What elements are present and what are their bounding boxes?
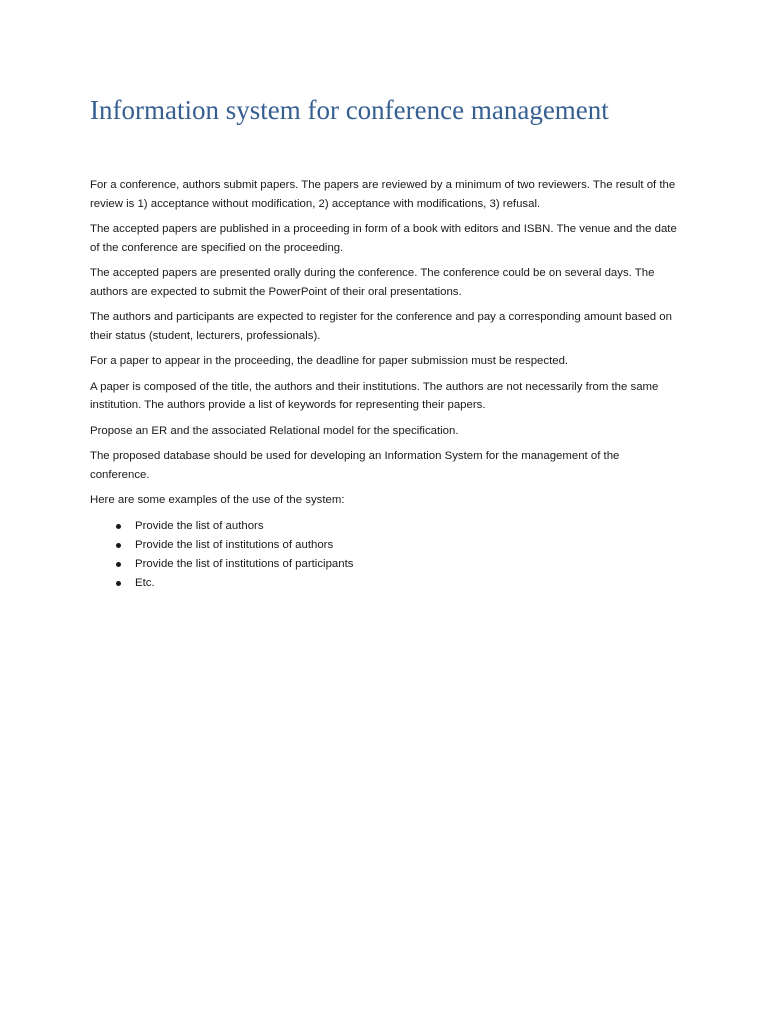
document-body	[90, 176, 678, 593]
paragraph-deadline: For a paper to appear in the proceeding, the deadline for paper submission must be respected.	[90, 355, 569, 367]
paragraph-task: Propose an ER and the associated Relational model for the specification.	[90, 424, 459, 437]
bullet-icon	[116, 543, 121, 548]
paragraph-registration: The authors and participants are expected to register for the conference and pay a corresponding amount based on their status (student, lecturers, professionals).	[90, 311, 672, 342]
paragraph-paper-composition: A paper is composed of the title, the authors and their institutions. The authors are not necessarily from the same institution. The authors provide a list of keywords for representing their papers.	[90, 380, 659, 411]
bullet-icon	[116, 581, 121, 586]
list-item	[90, 517, 678, 536]
paragraph-examples-intro: Here are some examples of the use of the system:	[90, 494, 345, 506]
paragraph-oral-presentation: The accepted papers are presented orally during the conference. The conference could be on several days. The authors are expected to submit the PowerPoint of their oral presentations.	[90, 267, 655, 298]
paragraph-proceeding: The accepted papers are published in a proceeding in form of a book with editors and ISBN. The venue and the date of the conference are specified on the proceeding.	[90, 223, 677, 254]
list-item	[90, 536, 678, 555]
list-item	[90, 555, 678, 574]
list-item-text: Provide the list of institutions of participants	[135, 557, 354, 570]
document-title: Information system for conference management	[90, 95, 609, 125]
list-item-text: Provide the list of institutions of authors	[135, 538, 334, 551]
list-item	[90, 574, 678, 593]
bullet-icon	[116, 524, 121, 529]
list-item-text: Provide the list of authors	[135, 519, 264, 532]
bullet-icon	[116, 562, 121, 567]
paragraph-review-process: For a conference, authors submit papers. The papers are reviewed by a minimum of two reviewers. The result of the review is 1) acceptance without modification, 2) acceptance with modifications, 3) refusal.	[90, 179, 676, 210]
examples-list	[90, 517, 678, 593]
paragraph-database-use: The proposed database should be used for developing an Information System for the management of the conference.	[90, 450, 620, 481]
list-item-text: Etc.	[135, 576, 155, 589]
